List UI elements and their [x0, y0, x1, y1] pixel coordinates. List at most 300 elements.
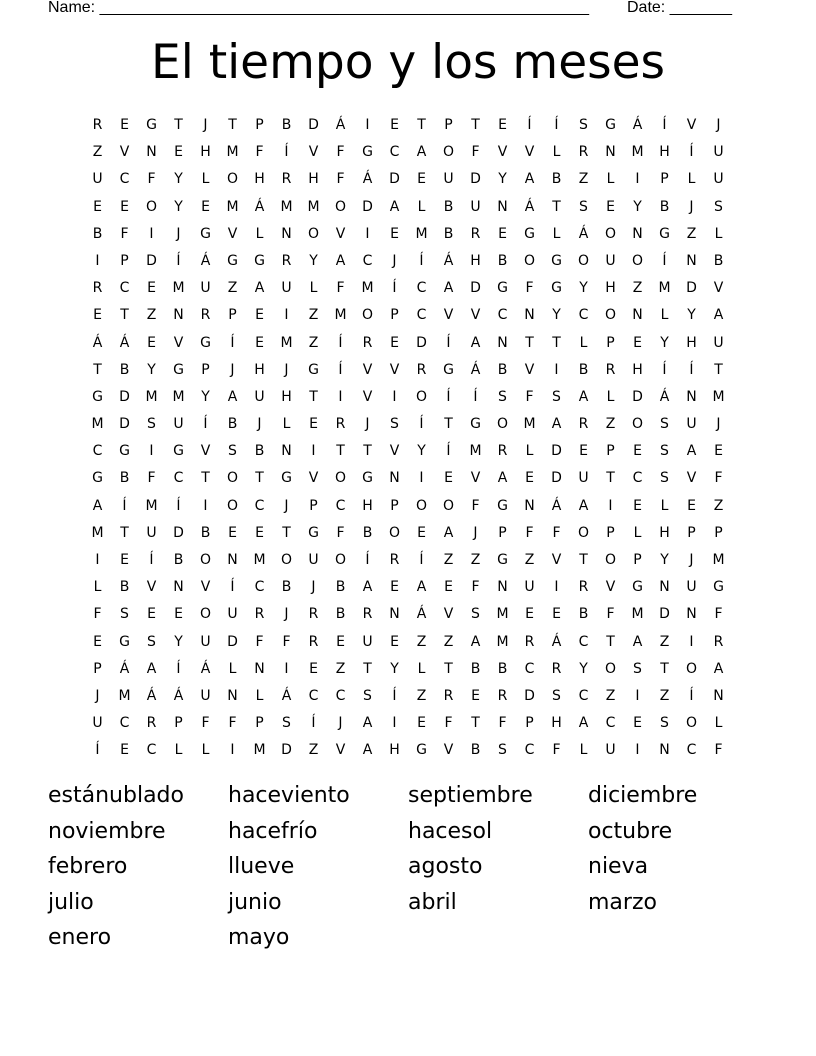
grid-cell: R	[308, 633, 319, 650]
grid-cell: E	[255, 524, 264, 541]
grid-cell: S	[552, 388, 561, 405]
grid-cell: L	[255, 687, 264, 704]
grid-cell: J	[176, 225, 181, 242]
grid-cell: T	[444, 416, 453, 433]
grid-cell: U	[92, 171, 103, 188]
grid-row	[84, 493, 732, 520]
grid-cell: M	[91, 416, 104, 433]
grid-cell: E	[444, 470, 453, 487]
grid-cell: Í	[419, 416, 424, 433]
grid-cell: A	[578, 497, 589, 514]
grid-cell: E	[120, 742, 129, 759]
grid-row	[84, 248, 732, 275]
grid-cell: S	[282, 715, 291, 732]
grid-cell: B	[551, 171, 562, 188]
grid-cell: Á	[470, 361, 481, 378]
grid-cell: U	[200, 633, 211, 650]
grid-cell: U	[254, 388, 265, 405]
grid-cell: N	[632, 307, 643, 324]
grid-cell: M	[91, 524, 104, 541]
grid-cell: B	[578, 361, 589, 378]
grid-cell: N	[713, 687, 724, 704]
grid-cell: O	[577, 252, 590, 269]
word-list-item: diciembre	[588, 783, 698, 808]
grid-cell: Í	[176, 660, 181, 677]
word-list-item: noviembre	[48, 818, 166, 844]
grid-cell: F	[336, 171, 345, 188]
grid-cell: B	[119, 579, 130, 596]
grid-cell: V	[173, 334, 184, 351]
grid-cell: C	[389, 144, 400, 161]
grid-cell: F	[552, 742, 561, 759]
grid-cell: P	[201, 361, 210, 378]
grid-cell: G	[200, 225, 211, 242]
grid-cell: T	[120, 307, 129, 324]
grid-cell: M	[172, 280, 185, 297]
grid-cell: B	[470, 660, 481, 677]
grid-cell: G	[308, 361, 319, 378]
grid-cell: H	[605, 280, 616, 297]
grid-cell: J	[284, 361, 289, 378]
grid-cell: M	[523, 416, 536, 433]
grid-cell: F	[282, 633, 291, 650]
grid-cell: P	[633, 552, 642, 568]
grid-cell: Í	[311, 715, 316, 732]
grid-cell: P	[120, 252, 129, 269]
grid-cell: G	[200, 334, 211, 351]
grid-cell: O	[334, 552, 347, 568]
grid-row	[84, 330, 732, 357]
grid-cell: L	[525, 443, 534, 460]
grid-cell: Z	[470, 552, 481, 568]
grid-cell: A	[362, 715, 373, 732]
grid-cell: O	[280, 552, 293, 568]
grid-cell: E	[525, 470, 534, 487]
word-list	[48, 778, 768, 956]
grid-cell: T	[120, 524, 129, 541]
grid-cell: C	[362, 252, 373, 269]
grid-cell: P	[660, 171, 669, 188]
grid-cell: O	[145, 198, 158, 215]
grid-cell: P	[714, 524, 723, 541]
grid-cell: V	[335, 225, 346, 242]
grid-row	[84, 384, 732, 411]
grid-cell: R	[497, 687, 508, 704]
grid-cell: E	[120, 117, 129, 133]
grid-cell: C	[416, 280, 427, 297]
grid-cell: V	[524, 361, 535, 378]
grid-cell: Y	[174, 171, 183, 188]
grid-cell: C	[524, 742, 535, 759]
grid-cell: N	[497, 198, 508, 215]
grid-cell: O	[226, 497, 239, 514]
grid-cell: Í	[689, 687, 694, 704]
grid-cell: V	[443, 606, 454, 623]
grid-cell: Y	[579, 660, 588, 677]
grid-cell: B	[713, 252, 724, 269]
grid-cell: L	[201, 171, 210, 188]
grid-cell: A	[362, 579, 373, 596]
grid-cell: M	[496, 633, 509, 650]
grid-cell: L	[255, 225, 264, 242]
grid-cell: F	[255, 144, 264, 161]
grid-cell: L	[579, 742, 588, 759]
grid-cell: U	[443, 171, 454, 188]
grid-cell: Á	[659, 388, 670, 405]
grid-cell: C	[497, 307, 508, 324]
grid-cell: C	[92, 443, 103, 460]
grid-cell: I	[392, 715, 397, 732]
grid-cell: F	[93, 606, 102, 623]
grid-cell: B	[443, 225, 454, 242]
grid-cell: D	[416, 334, 427, 351]
grid-cell: Z	[605, 416, 616, 433]
grid-cell: L	[201, 742, 210, 759]
grid-cell: V	[470, 470, 481, 487]
grid-cell: Y	[687, 307, 696, 324]
grid-cell: P	[606, 443, 615, 460]
grid-cell: V	[524, 144, 535, 161]
grid-cell: Y	[498, 171, 507, 188]
grid-cell: E	[147, 606, 156, 623]
grid-cell: B	[227, 416, 238, 433]
grid-cell: E	[525, 606, 534, 623]
grid-cell: P	[606, 334, 615, 351]
grid-cell: L	[417, 660, 426, 677]
grid-cell: Á	[254, 198, 265, 215]
grid-row	[84, 438, 732, 465]
grid-cell: Á	[362, 171, 373, 188]
grid-cell: O	[496, 416, 509, 433]
grid-cell: C	[416, 307, 427, 324]
grid-cell: F	[525, 280, 534, 297]
grid-cell: E	[417, 171, 426, 188]
grid-cell: U	[713, 144, 724, 161]
grid-cell: G	[497, 497, 508, 514]
grid-cell: A	[470, 334, 481, 351]
grid-cell: G	[173, 443, 184, 460]
grid-cell: S	[363, 687, 372, 704]
grid-cell: N	[227, 687, 238, 704]
grid-cell: E	[714, 443, 723, 460]
grid-cell: C	[119, 280, 130, 297]
grid-cell: F	[714, 606, 723, 623]
grid-cell: L	[282, 416, 291, 433]
grid-cell: B	[335, 606, 346, 623]
grid-cell: Í	[176, 252, 181, 269]
grid-cell: G	[146, 117, 157, 133]
grid-cell: P	[309, 497, 318, 514]
grid-cell: A	[551, 416, 562, 433]
grid-cell: J	[230, 361, 235, 378]
grid-cell: L	[660, 497, 669, 514]
grid-cell: Í	[230, 579, 235, 596]
grid-cell: Á	[416, 606, 427, 623]
grid-cell: R	[335, 416, 346, 433]
grid-cell: D	[524, 687, 535, 704]
grid-cell: Í	[446, 334, 451, 351]
grid-cell: I	[365, 225, 370, 242]
grid-cell: E	[498, 117, 507, 133]
grid-cell: Í	[527, 117, 532, 133]
grid-cell: I	[284, 307, 289, 324]
grid-cell: Í	[392, 280, 397, 297]
grid-cell: N	[686, 606, 697, 623]
grid-cell: Z	[335, 660, 346, 677]
grid-cell: E	[255, 307, 264, 324]
grid-cell: O	[226, 470, 239, 487]
grid-cell: G	[254, 252, 265, 269]
grid-cell: V	[605, 579, 616, 596]
grid-cell: G	[497, 280, 508, 297]
grid-cell: D	[281, 742, 292, 759]
grid-cell: P	[255, 117, 264, 133]
word-list-item: febrero	[48, 854, 128, 879]
grid-cell: L	[660, 307, 669, 324]
word-list-item: mayo	[228, 925, 290, 950]
grid-cell: U	[686, 416, 697, 433]
grid-cell: A	[443, 280, 454, 297]
grid-cell: D	[389, 171, 400, 188]
grid-cell: C	[335, 497, 346, 514]
grid-cell: G	[551, 252, 562, 269]
grid-cell: R	[200, 307, 211, 324]
grid-cell: B	[443, 198, 454, 215]
grid-cell: P	[228, 307, 237, 324]
grid-cell: T	[417, 117, 426, 133]
grid-cell: T	[174, 117, 183, 133]
grid-cell: V	[362, 388, 373, 405]
grid-cell: L	[714, 225, 723, 242]
grid-cell: O	[604, 660, 617, 677]
grid-cell: F	[552, 524, 561, 541]
grid-cell: Í	[338, 334, 343, 351]
grid-cell: S	[390, 416, 399, 433]
grid-cell: L	[714, 715, 723, 732]
grid-cell: O	[226, 171, 239, 188]
grid-cell: G	[416, 742, 427, 759]
grid-cell: E	[390, 225, 399, 242]
grid-cell: G	[632, 579, 643, 596]
grid-cell: Á	[119, 660, 130, 677]
grid-cell: N	[227, 552, 238, 568]
grid-cell: E	[93, 307, 102, 324]
grid-cell: A	[470, 633, 481, 650]
grid-cell: O	[415, 388, 428, 405]
grid-cell: U	[713, 334, 724, 351]
grid-cell: Z	[632, 280, 643, 297]
grid-cell: E	[444, 579, 453, 596]
grid-cell: F	[714, 742, 723, 759]
grid-cell: Z	[308, 334, 319, 351]
grid-cell: U	[200, 687, 211, 704]
grid-cell: T	[282, 524, 291, 541]
grid-cell: S	[471, 606, 480, 623]
grid-cell: U	[308, 552, 319, 568]
grid-cell: E	[579, 443, 588, 460]
grid-cell: M	[280, 334, 293, 351]
grid-cell: E	[390, 117, 399, 133]
grid-cell: C	[119, 171, 130, 188]
grid-cell: O	[199, 606, 212, 623]
grid-cell: C	[173, 470, 184, 487]
grid-cell: F	[525, 388, 534, 405]
grid-cell: T	[471, 715, 480, 732]
grid-cell: G	[173, 361, 184, 378]
grid-cell: O	[442, 144, 455, 161]
grid-cell: A	[254, 280, 265, 297]
grid-cell: Í	[689, 361, 694, 378]
grid-cell: S	[498, 388, 507, 405]
grid-cell: V	[200, 579, 211, 596]
grid-cell: V	[308, 470, 319, 487]
grid-cell: R	[524, 633, 535, 650]
grid-cell: R	[497, 443, 508, 460]
grid-cell: B	[254, 443, 265, 460]
grid-cell: M	[712, 388, 725, 405]
name-field-label: Name: _______________________________________________________	[48, 0, 589, 16]
grid-cell: S	[498, 742, 507, 759]
grid-cell: D	[119, 416, 130, 433]
grid-cell: F	[714, 470, 723, 487]
grid-cell: G	[524, 225, 535, 242]
grid-cell: B	[659, 198, 670, 215]
grid-cell: Í	[203, 416, 208, 433]
grid-cell: Y	[552, 307, 561, 324]
grid-cell: V	[335, 742, 346, 759]
grid-cell: H	[470, 252, 481, 269]
grid-cell: J	[689, 198, 694, 215]
grid-cell: F	[336, 524, 345, 541]
grid-cell: D	[308, 117, 319, 133]
grid-cell: E	[201, 198, 210, 215]
grid-cell: A	[335, 252, 346, 269]
grid-cell: N	[686, 388, 697, 405]
grid-cell: F	[498, 715, 507, 732]
grid-cell: A	[524, 171, 535, 188]
grid-row	[84, 166, 732, 193]
grid-cell: Á	[551, 633, 562, 650]
grid-cell: T	[309, 388, 318, 405]
grid-cell: O	[199, 552, 212, 568]
grid-cell: C	[335, 687, 346, 704]
grid-cell: A	[362, 742, 373, 759]
grid-cell: U	[713, 171, 724, 188]
grid-cell: O	[604, 225, 617, 242]
grid-row	[84, 411, 732, 438]
grid-cell: Y	[660, 552, 669, 568]
grid-cell: M	[172, 388, 185, 405]
grid-cell: Z	[308, 742, 319, 759]
grid-cell: A	[713, 660, 724, 677]
grid-cell: S	[660, 470, 669, 487]
grid-cell: T	[579, 552, 588, 568]
grid-cell: S	[147, 416, 156, 433]
grid-cell: P	[444, 117, 453, 133]
grid-cell: A	[578, 715, 589, 732]
grid-cell: N	[389, 606, 400, 623]
grid-cell: I	[635, 742, 640, 759]
grid-cell: Z	[578, 171, 589, 188]
grid-cell: S	[579, 117, 588, 133]
grid-cell: B	[362, 524, 373, 541]
grid-cell: E	[147, 334, 156, 351]
grid-cell: V	[443, 742, 454, 759]
grid-cell: R	[146, 715, 157, 732]
grid-cell: Í	[689, 144, 694, 161]
grid-cell: M	[712, 552, 725, 568]
grid-cell: B	[200, 524, 211, 541]
grid-cell: T	[714, 361, 723, 378]
grid-cell: R	[308, 606, 319, 623]
grid-cell: L	[606, 171, 615, 188]
grid-cell: C	[524, 660, 535, 677]
grid-cell: O	[415, 497, 428, 514]
grid-cell: B	[578, 606, 589, 623]
grid-row	[84, 221, 732, 248]
grid-cell: O	[334, 470, 347, 487]
grid-cell: D	[119, 388, 130, 405]
grid-cell: E	[93, 198, 102, 215]
grid-cell: G	[362, 144, 373, 161]
grid-cell: T	[255, 470, 264, 487]
grid-cell: B	[497, 252, 508, 269]
grid-cell: L	[687, 171, 696, 188]
grid-cell: U	[686, 579, 697, 596]
grid-cell: J	[284, 606, 289, 623]
word-list-item: octubre	[588, 818, 673, 844]
grid-cell: P	[390, 497, 399, 514]
grid-cell: N	[173, 579, 184, 596]
grid-cell: U	[578, 470, 589, 487]
grid-cell: O	[361, 307, 374, 324]
grid-cell: E	[390, 633, 399, 650]
grid-cell: F	[471, 497, 480, 514]
grid-cell: B	[119, 361, 130, 378]
grid-cell: Z	[659, 633, 670, 650]
grid-cell: A	[497, 470, 508, 487]
grid-cell: Z	[308, 307, 319, 324]
word-list-item: haceviento	[228, 783, 350, 808]
grid-cell: Y	[579, 280, 588, 297]
grid-cell: U	[173, 416, 184, 433]
grid-cell: D	[686, 280, 697, 297]
grid-row	[84, 656, 732, 683]
grid-cell: D	[173, 524, 184, 541]
grid-row	[84, 302, 732, 329]
grid-cell: T	[201, 470, 210, 487]
grid-cell: D	[470, 280, 481, 297]
grid-cell: C	[146, 742, 157, 759]
grid-cell: R	[578, 416, 589, 433]
grid-row	[84, 601, 732, 628]
date-field-label: Date: _______	[627, 0, 732, 16]
grid-cell: L	[174, 742, 183, 759]
grid-cell: Í	[176, 497, 181, 514]
grid-cell: U	[362, 633, 373, 650]
grid-cell: I	[392, 388, 397, 405]
grid-cell: I	[635, 687, 640, 704]
grid-cell: U	[227, 606, 238, 623]
grid-cell: T	[363, 660, 372, 677]
grid-cell: Z	[686, 225, 697, 242]
grid-cell: M	[361, 280, 374, 297]
grid-cell: F	[336, 280, 345, 297]
grid-cell: M	[253, 552, 266, 568]
grid-cell: S	[147, 633, 156, 650]
grid-cell: T	[552, 334, 561, 351]
grid-cell: Y	[417, 443, 426, 460]
